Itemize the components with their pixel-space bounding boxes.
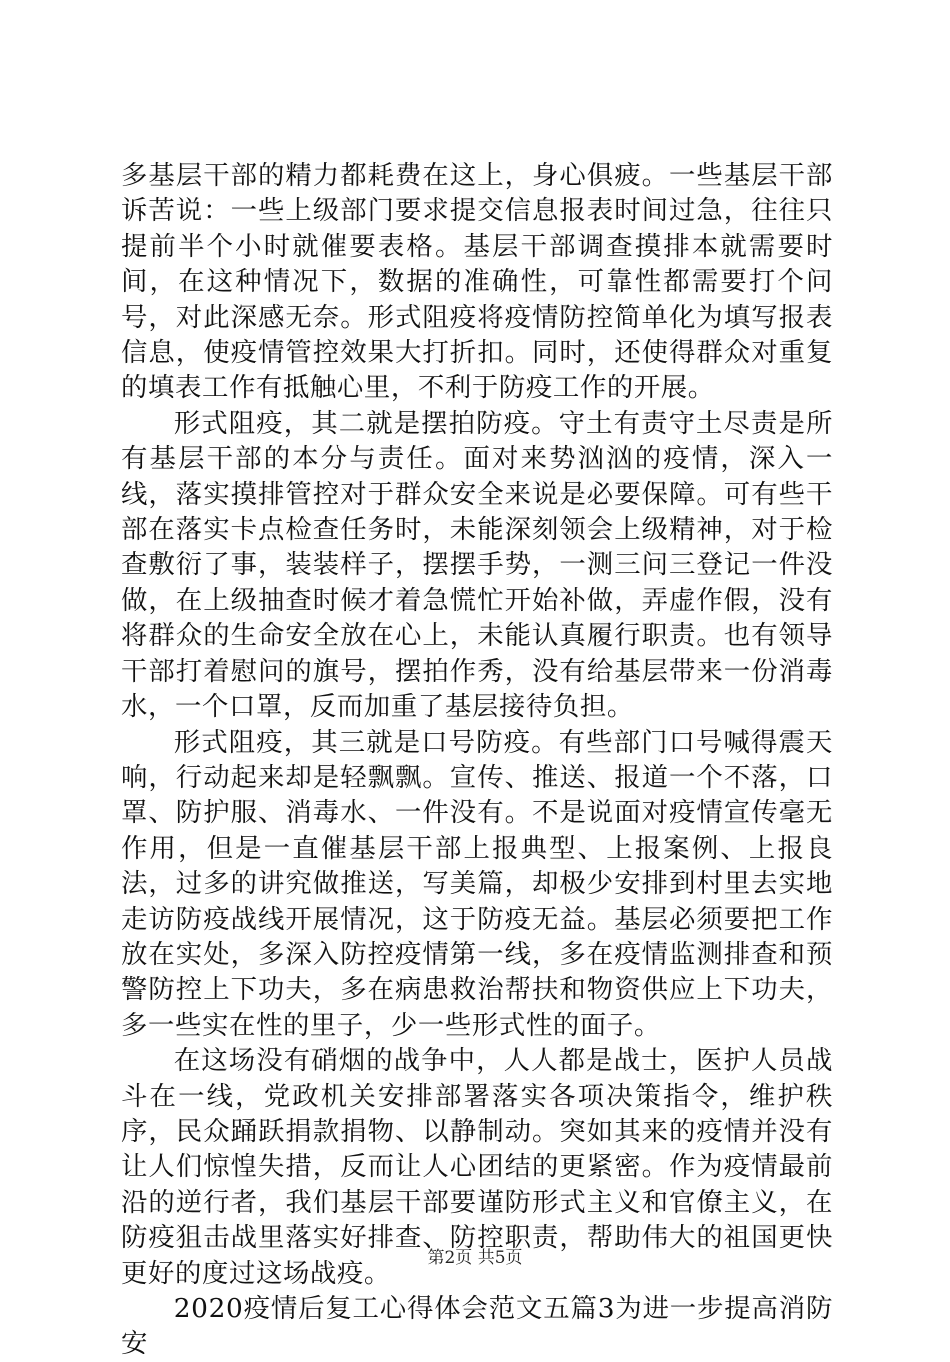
paragraph-4: 在这场没有硝烟的战争中，人人都是战士，医护人员战斗在一线，党政机关安排部署落实各项决策指令，维护秩序，民众踊跃捐款捐物、以静制动。突如其来的疫情并没有让人们惊惶失措，反而让人心团结的更紧密。作为疫情最前沿的逆行者，我们基层干部要谨防形式主义和官僚主义，在防疫狙击战里落实好排查、防控职责，帮助伟大的祖国更快更好的度过这场战疫。 (121, 1045, 833, 1289)
page-footer (0, 1243, 950, 1268)
page-indicator: 第2页 共5页 (427, 1248, 523, 1268)
paragraph-2: 形式阻疫，其二就是摆拍防疫。守土有责守土尽责是所有基层干部的本分与责任。面对来势汹汹的疫情，深入一线，落实摸排管控对于群众安全来说是必要保障。可有些干部在落实卡点检查任务时，未能深刻领会上级精神，对于检查敷衍了事，装装样子，摆摆手势，一测三问三登记一件没做，在上级抽查时候才着急慌忙开始补做，弄虚作假，没有将群众的生命安全放在心上，未能认真履行职责。也有领导干部打着慰问的旗号，摆拍作秀，没有给基层带来一份消毒水，一个口罩，反而加重了基层接待负担。 (121, 407, 833, 723)
paragraph-5: 2020疫情后复工心得体会范文五篇3为进一步提高消防安 (121, 1293, 833, 1360)
paragraph-1: 多基层干部的精力都耗费在这上，身心俱疲。一些基层干部诉苦说：一些上级部门要求提交信息报表时间过急，往往只提前半个小时就催要表格。基层干部调查摸排本就需要时间，在这种情况下，数据的准确性，可靠性都需要打个问号，对此深感无奈。形式阻疫将疫情防控简单化为填写报表信息，使疫情管控效果大打折扣。同时，还使得群众对重复的填表工作有抵触心里，不利于防疫工作的开展。 (121, 160, 833, 404)
paragraph-3: 形式阻疫，其三就是口号防疫。有些部门口号喊得震天响，行动起来却是轻飘飘。宣传、推送、报道一个不落，口罩、防护服、消毒水、一件没有。不是说面对疫情宣传毫无作用，但是一直催基层干部上报典型、上报案例、上报良法，过多的讲究做推送，写美篇，却极少安排到村里去实地走访防疫战线开展情况，这于防疫无益。基层必须要把工作放在实处，多深入防控疫情第一线，多在疫情监测排查和预警防控上下功夫，多在病患救治帮扶和物资供应上下功夫，多一些实在性的里子，少一些形式性的面子。 (121, 726, 833, 1041)
document-body (121, 158, 833, 1362)
